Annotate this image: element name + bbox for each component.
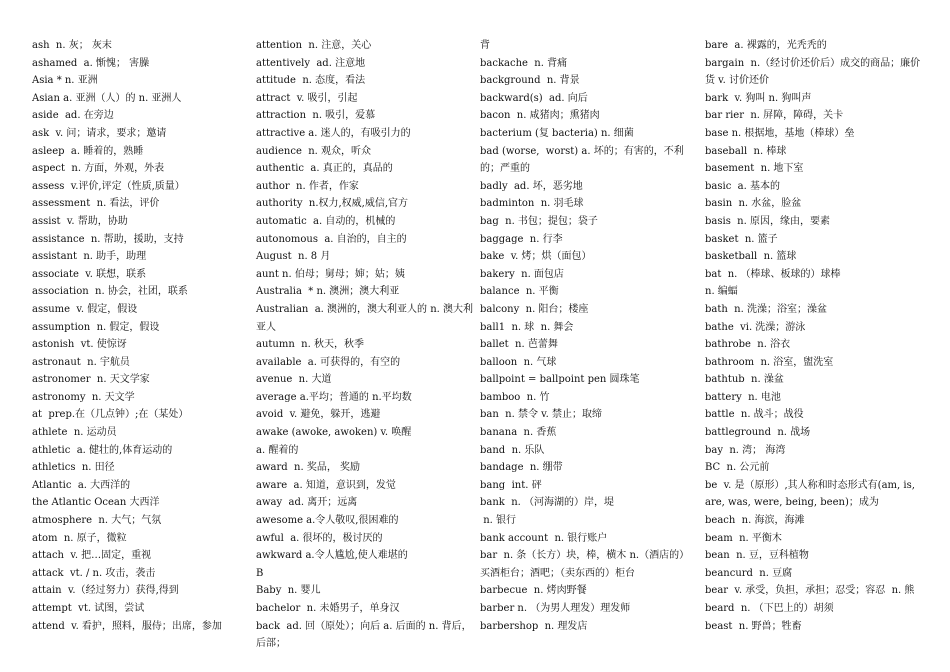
vocab-entry: baggage n. 行李 [480,233,563,245]
vocab-entry: bay n. 湾； 海湾 [705,444,786,456]
vocab-entry: basin n. 水盆，脸盆 [705,198,802,210]
vocab-entry: attitude n. 态度，看法 [256,75,366,87]
vocab-entry: battleground n. 战场 [705,427,811,439]
vocab-entry: ball1 n. 球 n. 舞会 [480,321,574,333]
vocab-entry: attend v. 看护，照料，服侍；出席，参加 [32,620,222,632]
vocab-entry: ban n. 禁令 v. 禁止；取缔 [480,409,602,421]
column-2 [256,37,474,653]
vocab-entry: automatic a. 自动的，机械的 [256,215,396,227]
vocab-entry: balcony n. 阳台；楼座 [480,303,589,315]
vocab-entry: Australian a. 澳洲的，澳大利亚人的 n. 澳大利亚人 [256,303,474,333]
vocab-entry: awkward a.令人尴尬,使人难堪的 [256,550,408,562]
vocab-entry: attack vt. / n. 攻击，袭击 [32,567,156,579]
vocab-entry: bar n. 条（长方）块，棒，横木 n.（酒店的）买酒柜台；酒吧；（卖东西的）柜台 [480,550,690,579]
vocab-entry: basic a. 基本的 [705,180,780,192]
vocab-entry: 背 [480,40,490,51]
vocab-entry: basketball n. 篮球 [705,251,797,263]
vocab-entry: assess v.评价,评定（性质,质量） [32,180,185,192]
vocab-entry: bacon n. 咸猪肉；熏猪肉 [480,110,600,122]
vocab-entry: B [256,567,264,579]
vocab-entry: bandage n. 绷带 [480,462,563,474]
vocab-entry: battle n. 战斗；战役 [705,409,804,421]
vocab-entry: Australia * n. 澳洲；澳大利亚 [256,286,400,298]
vocab-entry: barber n. （为男人理发）理发师 [480,603,631,614]
vocab-entry: authentic a. 真正的，真品的 [256,163,393,175]
vocab-entry: backache n. 背痛 [480,57,568,69]
vocab-entry: Baby n. 婴儿 [256,585,321,597]
vocab-entry: aunt n. 伯母；舅母；婶；姑；姨 [256,268,405,280]
vocab-entry: atom n. 原子，微粒 [32,532,127,544]
vocab-entry: bear v. 承受，负担，承担；忍受；容忍 n. 熊 [705,585,915,597]
vocab-entry: aspect n. 方面，外观，外表 [32,163,165,175]
vocab-entry: banana n. 香蕉 [480,427,557,439]
vocab-entry: ballet n. 芭蕾舞 [480,339,558,351]
vocab-entry: ballpoint = ballpoint pen 圆珠笔 [480,374,640,386]
vocab-entry: bar rier n. 屏障，障碍，关卡 [705,110,844,122]
vocab-entry: n. 银行 [480,515,516,527]
vocab-entry: astronomer n. 天文学家 [32,374,150,386]
vocab-entry: back ad. 回（原处）；向后 a. 后面的 n. 背后，后部； [256,620,472,650]
vocab-entry: association n. 协会，社团，联系 [32,286,188,298]
vocab-entry: away ad. 离开；远离 [256,497,358,509]
vocab-entry: bathe vi. 洗澡；游泳 [705,321,806,333]
vocab-entry: balloon n. 气球 [480,356,557,368]
vocab-entry: beast n. 野兽；牲畜 [705,620,802,632]
vocab-entry: bathroom n. 浴室，盥洗室 [705,356,834,368]
vocab-entry: bathrobe n. 浴衣 [705,339,791,351]
vocab-entry: basket n. 篮子 [705,233,778,245]
vocab-entry: assessment n. 看法，评价 [32,198,160,210]
vocab-entry: bargain n.（经讨价还价后）成交的商品；廉价货 v. 讨价还价 [705,57,921,87]
vocab-entry: the Atlantic Ocean 大西洋 [32,497,160,509]
vocab-entry: attain v.（经过努力）获得,得到 [32,585,179,597]
vocab-entry: awesome a.令人敬叹,很困难的 [256,515,399,527]
vocab-entry: astronomy n. 天文学 [32,391,135,403]
vocab-entry: beam n. 平衡木 [705,532,782,544]
vocab-entry: astronaut n. 宇航员 [32,356,130,368]
vocab-entry: bad (worse, worst) a. 坏的；有害的，不利的；严重的 [480,145,684,175]
vocab-entry: assume v. 假定，假设 [32,303,138,315]
vocab-entry: band n. 乐队 [480,444,545,456]
vocab-entry: base n. 根据地，基地（棒球）垒 [705,127,855,139]
vocab-entry: BC n. 公元前 [705,462,770,474]
column-4 [705,37,923,635]
vocab-entry: barbershop n. 理发店 [480,620,588,632]
vocab-entry: badminton n. 羽毛球 [480,198,584,210]
vocab-entry: bark v. 狗叫 n. 狗叫声 [705,92,812,104]
vocab-entry: atmosphere n. 大气；气氛 [32,515,162,527]
vocab-entry: aside ad. 在旁边 [32,110,114,122]
vocab-entry: assistance n. 帮助，援助，支持 [32,233,184,245]
vocab-entry: assistant n. 助手，助理 [32,251,147,263]
vocab-entry: barbecue n. 烤肉野餐 [480,585,587,597]
vocab-entry: athletic a. 健壮的,体育运动的 [32,444,173,456]
vocab-entry: beancurd n. 豆腐 [705,567,793,579]
vocab-entry: attract v. 吸引，引起 [256,92,358,104]
vocab-entry: bake v. 烤；烘（面包） [480,251,592,263]
vocab-entry: backward(s) ad. 向后 [480,92,588,104]
vocab-entry: bathtub n. 澡盆 [705,374,784,386]
vocab-entry: award n. 奖品， 奖励 [256,462,360,474]
vocab-entry: avoid v. 避免，躲开，逃避 [256,409,381,421]
vocab-entry: bamboo n. 竹 [480,391,550,403]
vocab-entry: Asian a. 亚洲（人）的 n. 亚洲人 [32,92,182,104]
vocab-entry: August n. 8 月 [256,251,331,263]
vocab-entry: basement n. 地下室 [705,163,804,175]
vocab-entry: bat n. （棒球、板球的）球棒 [705,268,841,280]
vocab-entry: attention n. 注意，关心 [256,40,372,51]
vocab-entry: awake (awoke, awoken) v. 唤醒 [256,427,412,439]
vocab-entry: attempt vt. 试图，尝试 [32,603,145,614]
vocab-entry: associate v. 联想，联系 [32,268,147,280]
vocab-entry: attentively ad. 注意地 [256,57,366,69]
vocab-entry: bath n. 洗澡；浴室；澡盆 [705,303,827,315]
vocab-entry: attractive a. 迷人的，有吸引力的 [256,127,411,139]
vocab-entry: bag n. 书包；提包；袋子 [480,215,598,227]
vocab-entry: authority n.权力,权威,威信,官方 [256,198,409,210]
vocab-entry: n. 编蝠 [705,286,738,298]
vocab-entry: average a.平均；普通的 n.平均数 [256,391,412,403]
vocab-entry: author n. 作者，作家 [256,180,359,192]
vocab-entry: bank n. （河海湖的）岸，堤 [480,497,615,509]
vocab-entry: autonomous a. 自治的，自主的 [256,233,407,245]
vocab-entry: bang int. 砰 [480,479,542,491]
vocab-entry: bare a. 裸露的，光秃秃的 [705,40,827,51]
vocab-entry: baseball n. 棒球 [705,145,787,157]
vocab-entry: be v. 是（原形）,其人称和时态形式有(am, is, are, was, were, being, been)；成为 [705,479,919,509]
vocab-entry: bacterium (复 bacteria) n. 细菌 [480,127,634,139]
vocab-entry: available a. 可获得的，有空的 [256,356,401,368]
vocab-entry: ash n. 灰； 灰末 [32,40,112,51]
vocab-entry: astonish vt. 使惊讶 [32,339,127,351]
vocab-entry: beard n. （下巴上的）胡须 [705,603,834,614]
vocab-entry: assumption n. 假定，假设 [32,321,160,333]
vocab-entry: beach n. 海滨，海滩 [705,515,805,527]
vocab-entry: aware a. 知道，意识到，发觉 [256,479,396,491]
column-1 [32,37,250,635]
vocab-entry: avenue n. 大道 [256,374,332,386]
vocab-entry: battery n. 电池 [705,391,781,403]
vocab-entry: badly ad. 坏，恶劣地 [480,180,583,192]
vocab-entry: athletics n. 田径 [32,462,115,474]
vocab-entry: ashamed a. 惭愧； 害臊 [32,57,150,69]
vocab-entry: assist v. 帮助，协助 [32,215,128,227]
vocab-entry: bachelor n. 未婚男子，单身汉 [256,603,400,614]
vocab-entry: attraction n. 吸引，爱慕 [256,110,376,122]
vocab-entry: at prep.在（几点钟）;在（某处） [32,409,189,421]
vocab-entry: bank account n. 银行账户 [480,532,608,544]
vocab-entry: ask v. 问；请求，要求；邀请 [32,127,167,139]
column-3 [480,37,698,635]
vocab-entry: awful a. 很坏的，极讨厌的 [256,532,383,544]
vocab-entry: bakery n. 面包店 [480,268,564,280]
vocab-entry: a. 醒着的 [256,444,299,456]
vocab-entry: basis n. 原因，缘由，要素 [705,215,830,227]
vocab-entry: audience n. 观众，听众 [256,145,372,157]
vocab-entry: asleep a. 睡着的，熟睡 [32,145,144,157]
vocab-entry: attach v. 把…固定，重视 [32,550,152,562]
vocab-entry: athlete n. 运动员 [32,427,117,439]
vocab-entry: Atlantic a. 大西洋的 [32,479,131,491]
vocab-entry: autumn n. 秋天，秋季 [256,339,364,351]
vocab-entry: Asia * n. 亚洲 [32,75,98,87]
vocab-entry: balance n. 平衡 [480,286,559,298]
vocab-entry: background n. 背景 [480,75,580,87]
vocab-entry: bean n. 豆，豆科植物 [705,550,809,562]
